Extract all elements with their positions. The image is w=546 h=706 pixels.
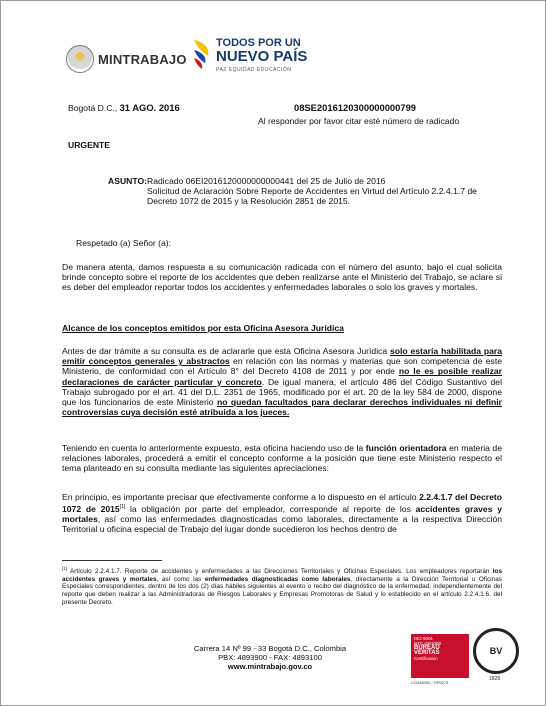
- emphasis-run: accidentes graves y mortales: [62, 504, 502, 525]
- slogan-line-1: TODOS POR UN: [216, 37, 301, 49]
- emphasis-run: 2.2.4.1.7 del Decreto 1072 de 2015: [62, 492, 503, 515]
- text-run: en relación con las normas y materias que son competencia de este Ministerio, de conformidad con el Artículo 8° del Decreto 4108 de 2011 y por ende: [62, 356, 502, 377]
- text-run: , así como las enfermedades diagnosticadas como laborales, directamente a la respectiva Dirección Territorial u oficina especial de Trabajo del lugar donde sucedieron los hechos dentro de: [62, 514, 502, 535]
- date-line: [68, 103, 180, 113]
- colombia-flag-swoosh-icon: [190, 38, 214, 72]
- footer-address: Carrera 14 Nº 99 - 33 Bogotá D.C., Colombia: [193, 644, 347, 653]
- government-slogan-logo: [190, 38, 307, 76]
- seal-year: 1828: [489, 676, 501, 682]
- text-run: la obligación por parte del empleador, corresponde al reporte de los: [125, 504, 416, 515]
- text-run: en materia de relaciones laborales, procederá a emitir el concepto conforme a la posición que tiene este Ministerio respecto el tema planteado en su consulta mediante las siguientes apreciaciones:: [62, 443, 502, 474]
- footer-website[interactable]: www.mintrabajo.gov.co: [227, 662, 313, 671]
- emphasis-run: enfermedades diagnosticadas como laborales: [204, 575, 351, 583]
- asunto-line: Radicado 06EI2016120000000000441 del 25 de Julio de 2016: [147, 176, 386, 186]
- seal-initials: BV: [489, 646, 503, 656]
- footer-contact: [160, 644, 380, 671]
- salutation: Respetado (a) Señor (a):: [76, 238, 172, 248]
- cert-code: CO245092 / GP0273: [411, 680, 449, 685]
- footnote-reference[interactable]: [1]: [119, 504, 126, 511]
- footer-phones: PBX: 4893900 - FAX: 4893100: [218, 653, 322, 662]
- asunto-line: Solicitud de Aclaración Sobre Reporte de Accidentes en Virtud del Artículo 2.2.4.1.7 de: [147, 186, 477, 197]
- text-run: , directamente a la Dirección Territorial u Oficinas Especiales correspondientes, dentro de los dos (2) días hábiles siguientes al evento o recibo del diagnóstico de la enfermedad, independientemente del reporte que deben realizar a las Administradoras de Riesgos Laborales y Empresas Promotoras de Salud y lo establecido en el artículo 2.2.4.1.6. del presente Decreto.: [62, 575, 502, 606]
- footnote-divider: [62, 560, 162, 561]
- coat-of-arms-icon: [66, 45, 94, 73]
- city: Bogotá D.C.,: [68, 103, 118, 113]
- text-run: Teniendo en cuenta lo anteriormente expuesto, esta oficina haciendo uso de la: [62, 443, 366, 453]
- text-run: , así como las: [156, 575, 205, 583]
- urgent-label: URGENTE: [68, 140, 111, 150]
- cert-ntc: NTC GP1000: [414, 641, 442, 646]
- emphasis-run: función orientadora: [365, 443, 447, 453]
- emphasis-run: no quedan facultados para declarar derechos individuales ni definir controversias cuya decisión esté atribuida a los jueces.: [62, 397, 502, 418]
- cert-iso: ISO 9001: [414, 636, 434, 641]
- mintrabajo-logo: [66, 45, 187, 73]
- emphasis-run: solo estaría habilitada para emitir conceptos generales y abstractos: [62, 346, 502, 367]
- cert-brand: BUREAU VERITAS: [414, 645, 440, 656]
- slogan-line-3: PAZ EQUIDAD EDUCACIÓN: [216, 67, 292, 73]
- paragraph-scope: [62, 346, 502, 417]
- bureau-veritas-seal-icon: [473, 628, 519, 674]
- footnote-mark: [1]: [62, 566, 68, 571]
- text-run: Antes de dar trámite a su consulta es de aclararle que esta Oficina Asesora Jurídica: [62, 346, 390, 356]
- footnote: [62, 565, 502, 606]
- radicado-note: Al responder por favor citar esté número de radicado: [258, 116, 460, 126]
- asunto-label: ASUNTO:: [108, 176, 147, 186]
- paragraph-intro: De manera atenta, damos respuesta a su comunicación radicada con el número del asunto, bajo el cual solicita brinde concepto sobre el reporte de los accidentes que deben realizarse ante el Ministerio del Trabajo, se aclare si es deber del empleador reportar todos los accidentes y enfermedades laborales o solo los graves y mortales.: [62, 262, 502, 293]
- emphasis-run: los accidentes graves y mortales: [62, 568, 502, 583]
- letter-date: 31 AGO. 2016: [119, 102, 180, 113]
- paragraph-orientation: [62, 443, 502, 474]
- radicado-number: 08SE2016120300000000799: [294, 102, 416, 113]
- text-run: Artículo 2.2.4.1.7. Reporte de accidentes y enfermedades a las Direcciones Territoriales y Oficinas Especiales. Los empleadores reportarán: [67, 568, 493, 576]
- emphasis-run: no le es posible realizar declaraciones de carácter particular y concreto: [62, 366, 502, 387]
- asunto-line: Decreto 1072 de 2015 y la Resolución 2851 de 2015.: [147, 196, 351, 207]
- bureau-veritas-certification: [411, 628, 521, 690]
- certification-badge: [411, 634, 469, 678]
- paragraph-principle: [62, 492, 502, 535]
- text-run: . De igual manera, el artículo 486 del Código Sustantivo del Trabajo subrogado por el art. 41 del D.L. 2351 de 1965, modificado por el art. 20 de la ley 584 de 2000, dispone que los funcionarios de este Ministerio: [62, 376, 502, 408]
- text-run: En principio, es importante precisar que efectivamente conforme a lo dispuesto en el artículo: [62, 492, 420, 502]
- mintrabajo-logo-text: MINTRABAJO: [98, 51, 187, 67]
- section-heading: Alcance de los conceptos emitidos por esta Oficina Asesora Jurídica: [62, 323, 344, 333]
- cert-label: Certification: [414, 656, 438, 661]
- slogan-line-2: NUEVO PAÍS: [216, 48, 308, 65]
- asunto-text: [147, 176, 477, 207]
